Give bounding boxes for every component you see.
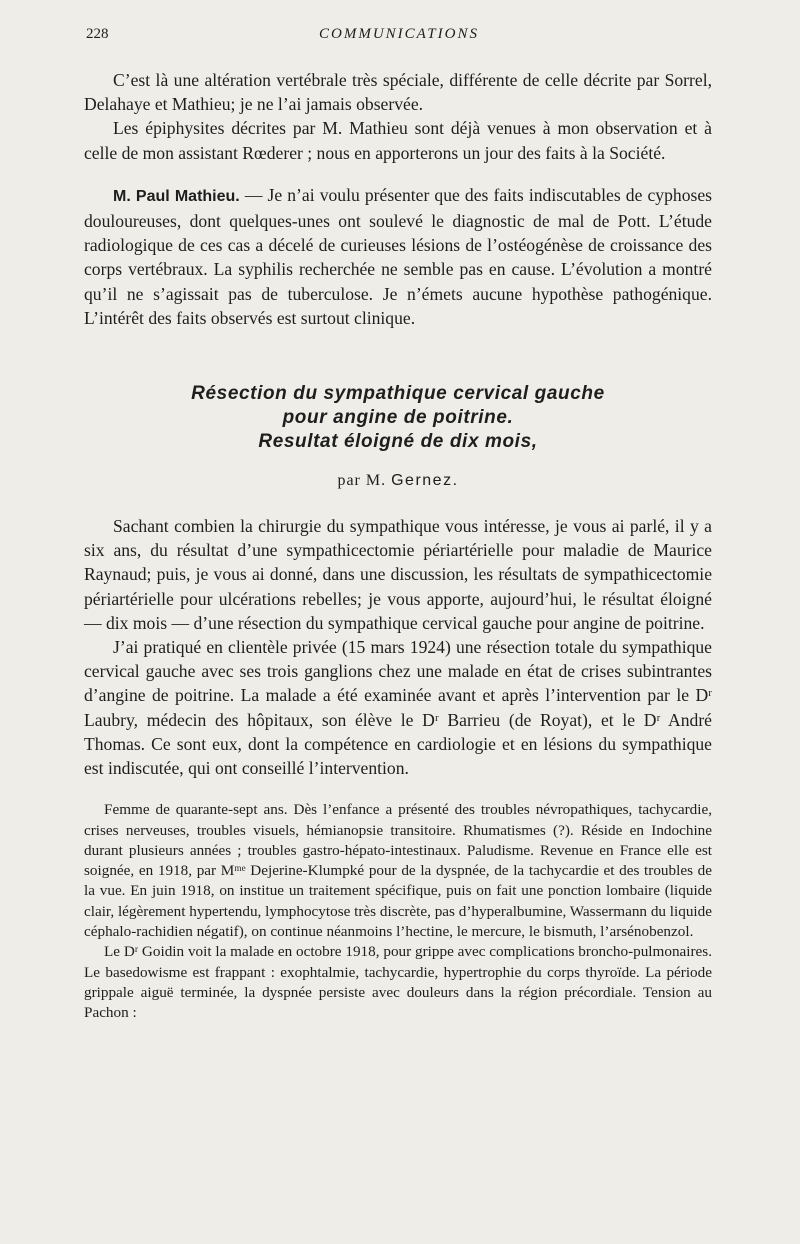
- paragraph-2: Les épiphysites décrites par M. Mathieu sont déjà venues à mon observation et à celle de mon assistant Rœderer ; nous en apporterons un jour des faits à la Société.: [84, 118, 712, 163]
- case-paragraph-1: Femme de quarante-sept ans. Dès l’enfance a présenté des troubles névropathiques, tachycardie, crises nerveuses, troubles visuels, hémianopsie transitoire. Rhumatismes (?). Réside en Indochine durant plusieurs années ; troubles gastro-hépato-intestinaux. Paludisme. Revenue en France elle est soignée, en 1918, par Mᵐᵉ Dejerine-Klumpké pour de la dyspnée, de la tachycardie et des troubles de la vue. En juin 1918, on institue un traitement spécifique, puis on fait une ponction lombaire (liquide clair, légèrement hypertendu, lymphocytose très discrète, pas d’hyperalbumine, Wassermann du liquide céphalo-rachidien négatif), on continue néanmoins l’hectine, le mercure, le bismuth, l’arsénobenzol.: [84, 801, 712, 941]
- discussion-text: — Je n’ai voulu présenter que des faits indiscutables de cyphoses douloureuses, dont quelques-unes ont soulevé le diagnostic de mal de Pott. L’étude radiologique de ces cas a décelé de curieuses lésions de l’ostéogénèse de croissance des corps vertébraux. La syphilis recherchée ne semble pas en cause. L’évolution a montré qu’il ne s’agissait pas de tuberculose. Je n’émets aucune hypothèse pathogénique. L’intérêt des faits observés est surtout clinique.: [84, 184, 712, 328]
- case-paragraph-2: Le Dʳ Goidin voit la malade en octobre 1918, pour grippe avec complications broncho-pulmonaires. Le basedowisme est frappant : exophtalmie, tachycardie, hypertrophie du corps thyroïde. La période grippale aiguë terminée, la dyspnée persiste avec douleurs dans la région précordiale. Tension au Pachon :: [84, 943, 712, 1022]
- page-number: 228: [86, 26, 109, 42]
- paragraph-1: C’est là une altération vertébrale très spéciale, différente de celle décrite par Sorrel, Delahaye et Mathieu; je ne l’ai jamais observée.: [84, 70, 712, 115]
- paragraph-3: Sachant combien la chirurgie du sympathique vous intéresse, je vous ai parlé, il y a six ans, du résultat d’une sympathicectomie périartérielle pour maladie de Maurice Raynaud; puis, je vous ai donné, dans une discussion, les résultats de sympathicectomie périartérielle pour ulcérations rebelles; je vous apporte, aujourd’hui, le résultat éloigné — dix mois — d’une résection du sympathique cervical gauche pour angine de poitrine.: [84, 516, 712, 633]
- text-body: [84, 68, 712, 1024]
- title-line-3: Resultat éloigné de dix mois,: [258, 431, 538, 453]
- author-name: Gernez.: [391, 472, 459, 490]
- speaker-name: M. Paul Mathieu.: [113, 187, 240, 205]
- author-prefix: par M.: [337, 472, 392, 490]
- page-header: [86, 26, 712, 50]
- title-line-1: Résection du sympathique cervical gauche: [191, 383, 605, 405]
- paragraph-4: J’ai pratiqué en clientèle privée (15 mars 1924) une résection totale du sympathique cervical gauche avec ses trois ganglions chez une malade en état de crises subintrantes d’angine de poitrine. La malade a été examinée avant et après l’intervention par le Dʳ Laubry, médecin des hôpitaux, son élève le Dʳ Barrieu (de Royat), et le Dʳ André Thomas. Ce sont eux, dont la compétence en cardiologie et en lésions du sympathique est indiscutée, qui ont conseillé l’intervention.: [84, 637, 712, 779]
- running-title: COMMUNICATIONS: [319, 26, 479, 42]
- title-line-2: pour angine de poitrine.: [282, 407, 514, 429]
- article-author: [84, 472, 712, 490]
- article-title: [84, 382, 712, 454]
- discussion-paragraph: [84, 183, 712, 330]
